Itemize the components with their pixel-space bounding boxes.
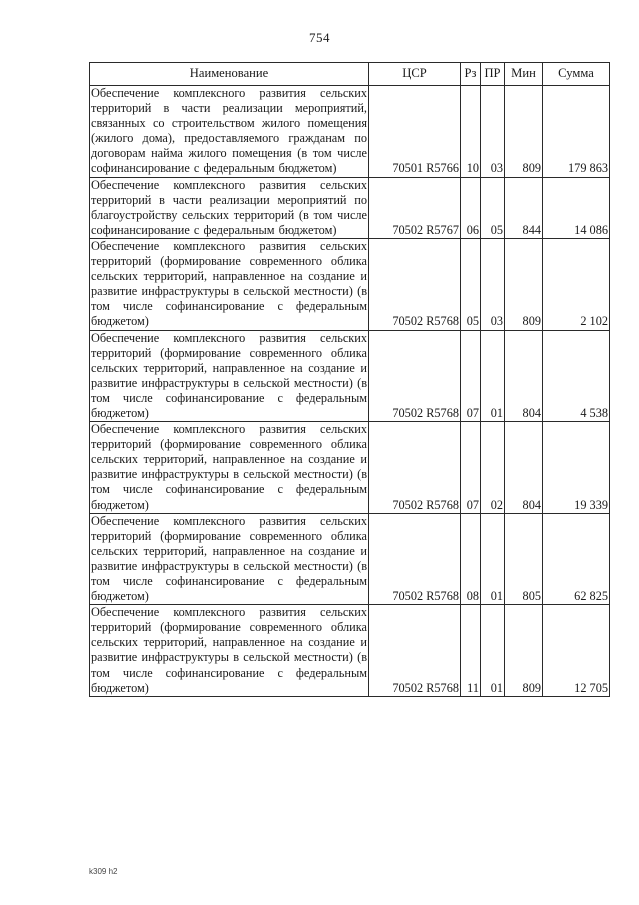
header-sum: Сумма xyxy=(543,63,610,86)
table-row xyxy=(90,422,610,514)
cell-pr: 03 xyxy=(481,238,505,330)
cell-csr: 70502 R5767 xyxy=(369,177,461,238)
cell-csr: 70502 R5768 xyxy=(369,330,461,422)
page-number: 754 xyxy=(309,30,330,45)
cell-csr: 70502 R5768 xyxy=(369,605,461,697)
cell-pr: 01 xyxy=(481,330,505,422)
cell-sum: 4 538 xyxy=(543,330,610,422)
header-csr: ЦСР xyxy=(369,63,461,86)
table-row xyxy=(90,177,610,238)
cell-sum: 19 339 xyxy=(543,422,610,514)
cell-pr: 05 xyxy=(481,177,505,238)
table-row xyxy=(90,513,610,605)
cell-pr: 03 xyxy=(481,86,505,178)
cell-sum: 14 086 xyxy=(543,177,610,238)
cell-name: Обеспечение комплексного развития сельских территорий (формирование современного облика сельских территорий, направленное на создание и развитие инфраструктуры в сельской местности) (в том числе софинансирование с федеральным бюджетом) xyxy=(91,513,367,604)
cell-rz: 07 xyxy=(461,422,481,514)
table-row xyxy=(90,330,610,422)
cell-name: Обеспечение комплексного развития сельских территорий (формирование современного облика сельских территорий, направленное на создание и развитие инфраструктуры в сельской местности) (в том числе софинансирование с федеральным бюджетом) xyxy=(91,238,367,329)
header-min: Мин xyxy=(505,63,543,86)
cell-sum: 179 863 xyxy=(543,86,610,178)
cell-name: Обеспечение комплексного развития сельских территорий в части реализации мероприятий по благоустройству сельских территорий (в том числе софинансирование с федеральным бюджетом) xyxy=(91,177,367,237)
cell-min: 809 xyxy=(505,86,543,178)
footer-document-code: k309 h2 xyxy=(89,867,118,876)
cell-name: Обеспечение комплексного развития сельских территорий (формирование современного облика сельских территорий, направленное на создание и развитие инфраструктуры в сельской местности) (в том числе софинансирование с федеральным бюджетом) xyxy=(91,330,367,420)
cell-pr: 01 xyxy=(481,605,505,697)
table-row xyxy=(90,238,610,330)
budget-table xyxy=(89,62,610,697)
cell-rz: 11 xyxy=(461,605,481,697)
cell-min: 804 xyxy=(505,422,543,514)
cell-min: 809 xyxy=(505,605,543,697)
cell-rz: 05 xyxy=(461,238,481,330)
cell-csr: 70501 R5766 xyxy=(369,86,461,178)
cell-name: Обеспечение комплексного развития сельских территорий (формирование современного облика сельских территорий, направленное на создание и развитие инфраструктуры в сельской местности) (в том числе софинансирование с федеральным бюджетом) xyxy=(91,605,367,695)
cell-sum: 62 825 xyxy=(543,513,610,605)
table-header-row xyxy=(90,63,610,86)
table-row xyxy=(90,86,610,178)
cell-pr: 01 xyxy=(481,513,505,605)
cell-rz: 10 xyxy=(461,86,481,178)
cell-min: 804 xyxy=(505,330,543,422)
cell-rz: 08 xyxy=(461,513,481,605)
cell-sum: 2 102 xyxy=(543,238,610,330)
cell-min: 809 xyxy=(505,238,543,330)
cell-name: Обеспечение комплексного развития сельских территорий (формирование современного облика сельских территорий, направленное на создание и развитие инфраструктуры в сельской местности) (в том числе софинансирование с федеральным бюджетом) xyxy=(91,422,367,512)
header-rz: Рз xyxy=(461,63,481,86)
header-pr: ПР xyxy=(481,63,505,86)
cell-min: 805 xyxy=(505,513,543,605)
cell-name: Обеспечение комплексного развития сельских территорий в части реализации мероприятий, связанных со строительством жилого помещения (жилого дома), предоставляемого гражданам по договорам найма жилого помещения (в том числе софинансирование с федеральным бюджетом) xyxy=(91,86,367,176)
cell-sum: 12 705 xyxy=(543,605,610,697)
cell-min: 844 xyxy=(505,177,543,238)
cell-rz: 07 xyxy=(461,330,481,422)
cell-rz: 06 xyxy=(461,177,481,238)
cell-csr: 70502 R5768 xyxy=(369,513,461,605)
cell-pr: 02 xyxy=(481,422,505,514)
cell-csr: 70502 R5768 xyxy=(369,422,461,514)
table-row xyxy=(90,605,610,697)
header-name: Наименование xyxy=(90,63,369,86)
cell-csr: 70502 R5768 xyxy=(369,238,461,330)
